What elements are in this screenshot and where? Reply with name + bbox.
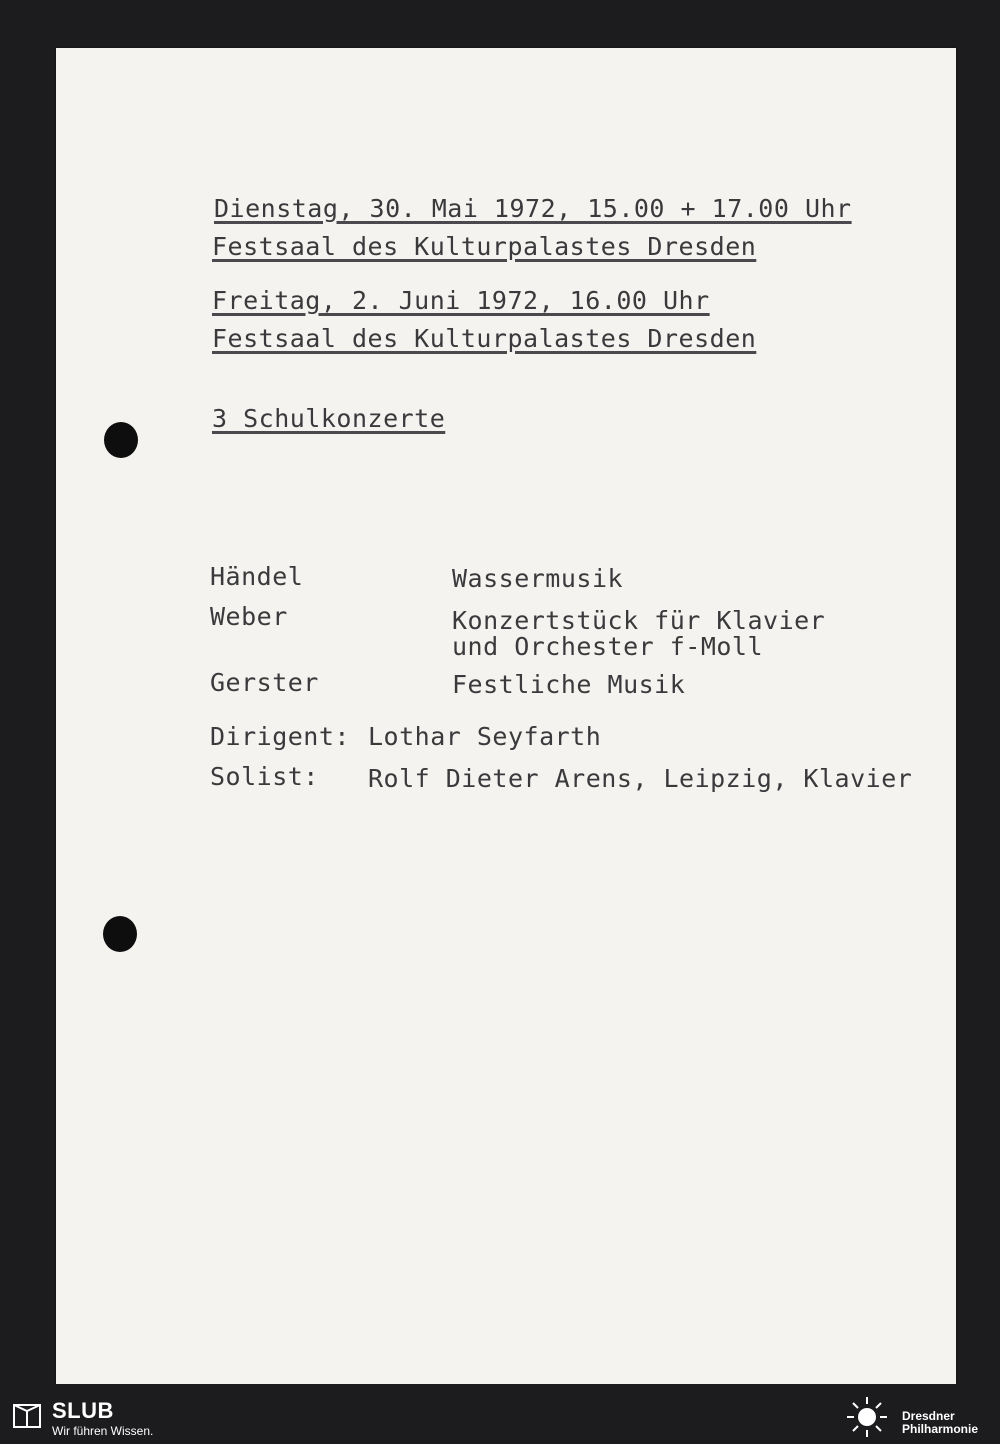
philharmonie-sunburst-icon xyxy=(842,1396,892,1438)
slub-book-icon xyxy=(12,1401,42,1431)
document-page xyxy=(56,48,956,1384)
program-work-handel: Wassermusik xyxy=(452,564,624,593)
program-work-weber-line-2: und Orchester f-Moll xyxy=(452,632,764,661)
partner-name-line-2: Philharmonie xyxy=(902,1422,979,1436)
soloist-name: Rolf Dieter Arens, Leipzig, Klavier xyxy=(368,764,913,793)
concert-title: 3 Schulkonzerte xyxy=(212,404,446,433)
footer-bar xyxy=(0,1384,1000,1444)
partner-name-line-1: Dresdner xyxy=(902,1409,955,1423)
event-1-venue: Festsaal des Kulturpalastes Dresden xyxy=(212,232,757,261)
program-work-gerster: Festliche Musik xyxy=(452,670,686,699)
conductor-name: Lothar Seyfarth xyxy=(368,722,602,751)
punch-hole-top xyxy=(104,422,138,458)
library-tagline: Wir führen Wissen. xyxy=(52,1424,154,1438)
soloist-label: Solist: xyxy=(210,762,319,791)
program-composer-gerster: Gerster xyxy=(210,668,319,697)
punch-hole-bottom xyxy=(103,916,137,952)
conductor-label: Dirigent: xyxy=(210,722,350,751)
program-work-weber: Konzertstück für Klavier xyxy=(452,606,826,635)
event-2-date: Freitag, 2. Juni 1972, 16.00 Uhr xyxy=(212,286,710,315)
event-1-date: Dienstag, 30. Mai 1972, 15.00 + 17.00 Uhr xyxy=(214,194,852,223)
library-name: SLUB xyxy=(52,1398,114,1423)
program-composer-weber: Weber xyxy=(210,602,288,631)
program-composer-handel: Händel xyxy=(210,562,304,591)
partner-name xyxy=(902,1410,978,1436)
event-2-venue: Festsaal des Kulturpalastes Dresden xyxy=(212,324,757,353)
